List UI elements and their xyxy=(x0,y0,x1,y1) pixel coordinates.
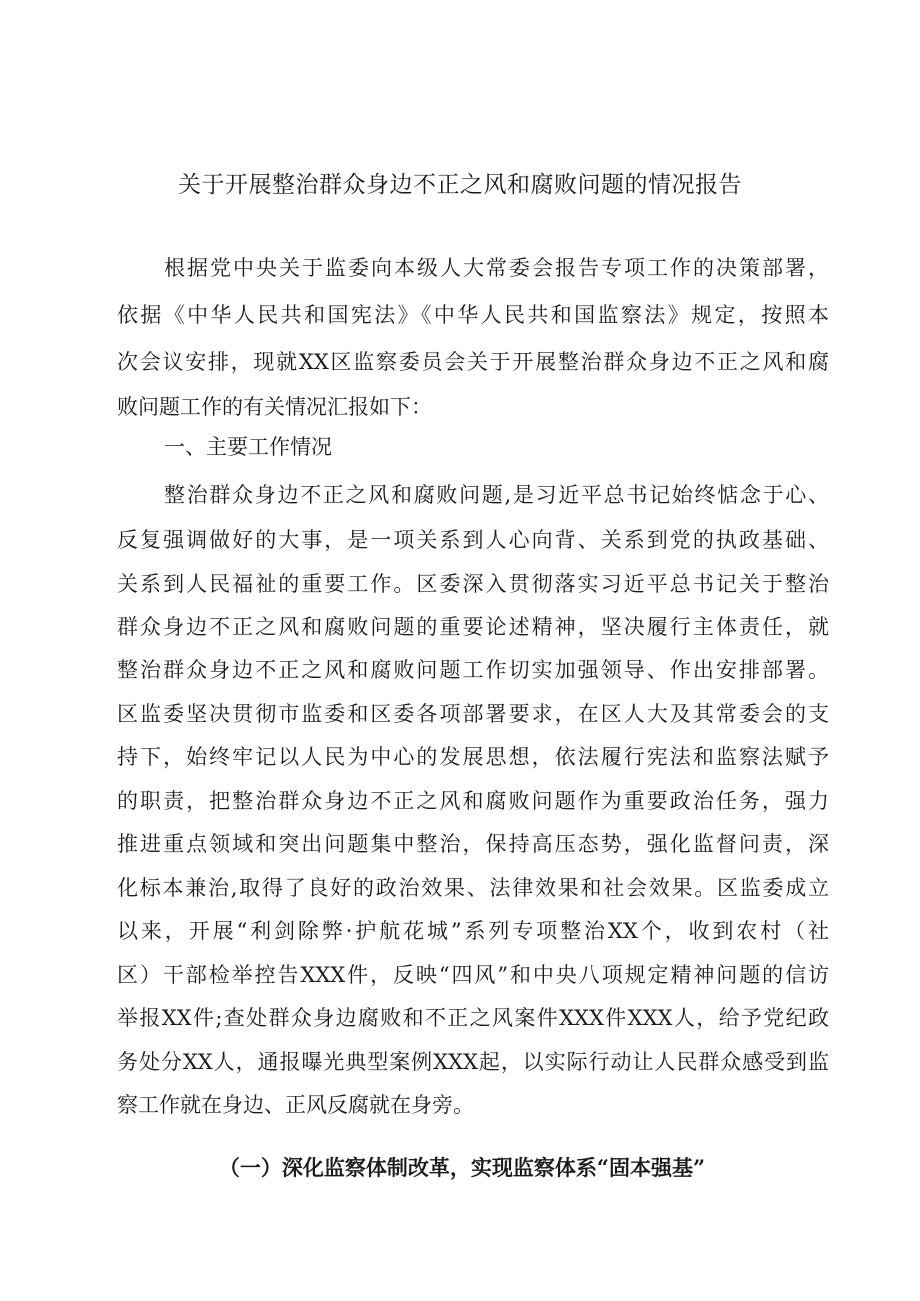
document-title: 关于开展整治群众身边不正之风和腐败问题的情况报告 xyxy=(178,172,742,198)
body-line: 务处分XX人，通报曝光典型案例XXX起，以实际行动让人民群众感受到监 xyxy=(117,1050,829,1074)
body-line: 区）干部检举控告XXX件，反映“四风”和中央八项规定精神问题的信访 xyxy=(117,963,829,987)
body-line: 整治群众身边不正之风和腐败问题,是习近平总书记始终惦念于心、 xyxy=(164,483,829,507)
body-line: 反复强调做好的大事，是一项关系到人心向背、关系到党的执政基础、 xyxy=(117,528,829,552)
body-line: 举报XX件;查处群众身边腐败和不正之风案件XXX件XXX人，给予党纪政 xyxy=(117,1006,829,1030)
body-line: 区监委坚决贯彻市监委和区委各项部署要求，在区人大及其常委会的支 xyxy=(117,702,829,726)
body-line: 以来，开展“利剑除弊·护航花城”系列专项整治XX个，收到农村（社 xyxy=(117,919,829,943)
body-line: 关系到人民福祉的重要工作。区委深入贯彻落实习近平总书记关于整治 xyxy=(117,572,829,596)
body-line: 整治群众身边不正之风和腐败问题工作切实加强领导、作出安排部署。 xyxy=(117,658,829,682)
body-line: 的职责，把整治群众身边不正之风和腐败问题作为重要政治任务，强力 xyxy=(117,789,829,813)
body-line: 持下，始终牢记以人民为中心的发展思想，依法履行宪法和监察法赋予 xyxy=(117,745,829,769)
intro-line: 依据《中华人民共和国宪法》《中华人民共和国监察法》规定，按照本 xyxy=(117,303,829,327)
body-line: 化标本兼治,取得了良好的政治效果、法律效果和社会效果。区监委成立 xyxy=(117,876,829,900)
section-heading: 一、主要工作情况 xyxy=(164,435,332,459)
body-line: 察工作就在身边、正风反腐就在身旁。 xyxy=(117,1093,474,1117)
intro-line: 根据党中央关于监委向本级人大常委会报告专项工作的决策部署， xyxy=(164,256,829,280)
subsection-heading: （一）深化监察体制改革，实现监察体系“固本强基” xyxy=(218,1155,706,1180)
intro-line: 次会议安排，现就XX区监察委员会关于开展整治群众身边不正之风和腐 xyxy=(117,350,829,374)
body-line: 群众身边不正之风和腐败问题的重要论述精神，坚决履行主体责任，就 xyxy=(117,615,829,639)
body-line: 推进重点领域和突出问题集中整治，保持高压态势，强化监督问责，深 xyxy=(117,832,829,856)
intro-line: 败问题工作的有关情况汇报如下： xyxy=(117,395,432,419)
